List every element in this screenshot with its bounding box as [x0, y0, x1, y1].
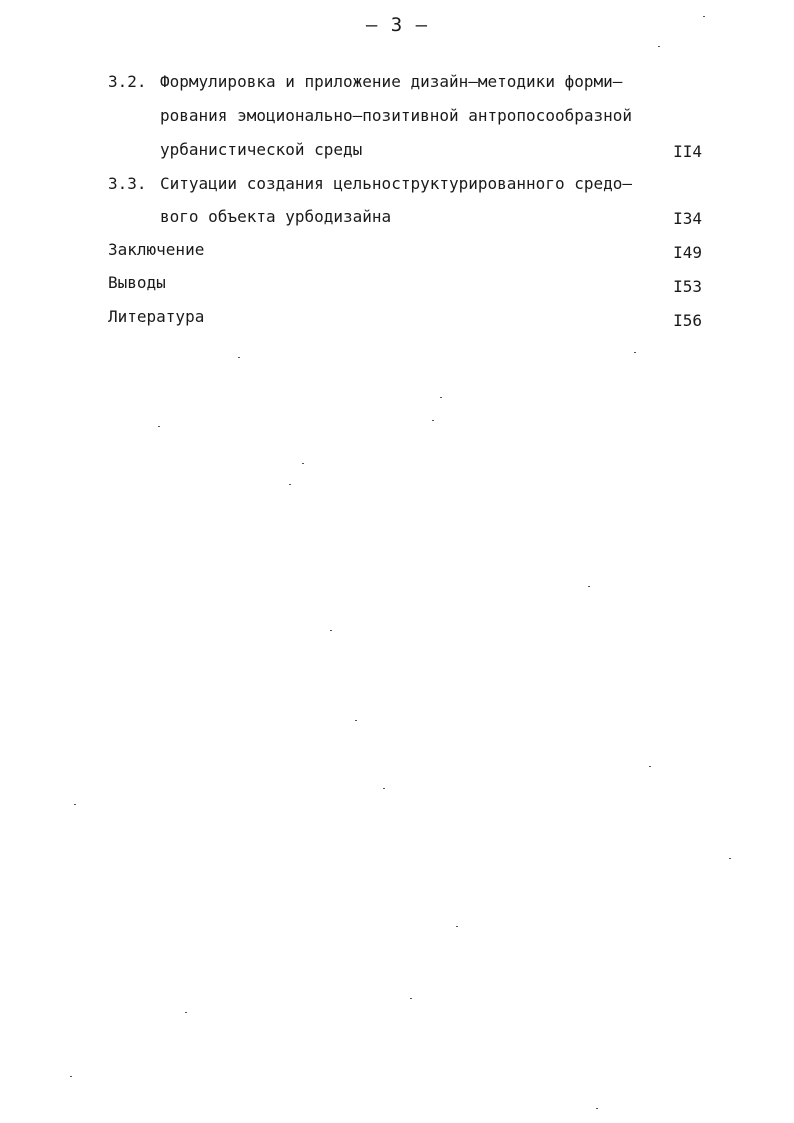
- scan-speck: [238, 357, 240, 358]
- scan-speck: [658, 46, 660, 47]
- toc-entry-page: I53: [673, 277, 702, 296]
- page-number: – 3 –: [365, 14, 429, 36]
- scan-speck: [588, 586, 590, 587]
- scan-speck: [355, 720, 357, 721]
- toc-entry-line: Литература: [108, 307, 205, 326]
- scan-speck: [330, 630, 332, 631]
- scan-speck: [185, 1012, 187, 1013]
- scan-speck: [703, 16, 705, 17]
- scan-speck: [383, 788, 385, 789]
- scan-speck: [456, 926, 458, 927]
- toc-entry-page: I34: [673, 209, 702, 228]
- toc-entry-line: вого объекта урбодизайна: [160, 207, 392, 226]
- toc-entry-number: 3.3.: [108, 174, 147, 193]
- scan-speck: [649, 766, 651, 767]
- scan-speck: [596, 1108, 598, 1109]
- toc-entry-page: I56: [673, 311, 702, 330]
- toc-entry-line: Выводы: [108, 273, 166, 292]
- toc-entry-line: урбанистической среды: [160, 140, 363, 159]
- toc-entry-page: II4: [673, 142, 702, 161]
- scan-speck: [634, 352, 636, 353]
- scan-speck: [302, 463, 304, 464]
- toc-entry-line: Формулировка и приложение дизайн–методики форми–: [160, 72, 623, 91]
- scan-speck: [158, 426, 160, 427]
- table-of-contents: [0, 0, 794, 400]
- scan-speck: [729, 858, 731, 859]
- scan-speck: [74, 804, 76, 805]
- toc-entry-line: Ситуации создания цельноструктурированного средо–: [160, 174, 633, 193]
- scan-speck: [289, 484, 291, 485]
- scan-speck: [70, 1076, 72, 1077]
- toc-entry-page: I49: [673, 243, 702, 262]
- scan-speck: [440, 397, 442, 398]
- scan-speck: [410, 998, 412, 999]
- toc-entry-line: рования эмоционально–позитивной антропосообразной: [160, 106, 633, 125]
- scan-speck: [432, 420, 434, 421]
- toc-entry-number: 3.2.: [108, 72, 147, 91]
- toc-entry-line: Заключение: [108, 240, 205, 259]
